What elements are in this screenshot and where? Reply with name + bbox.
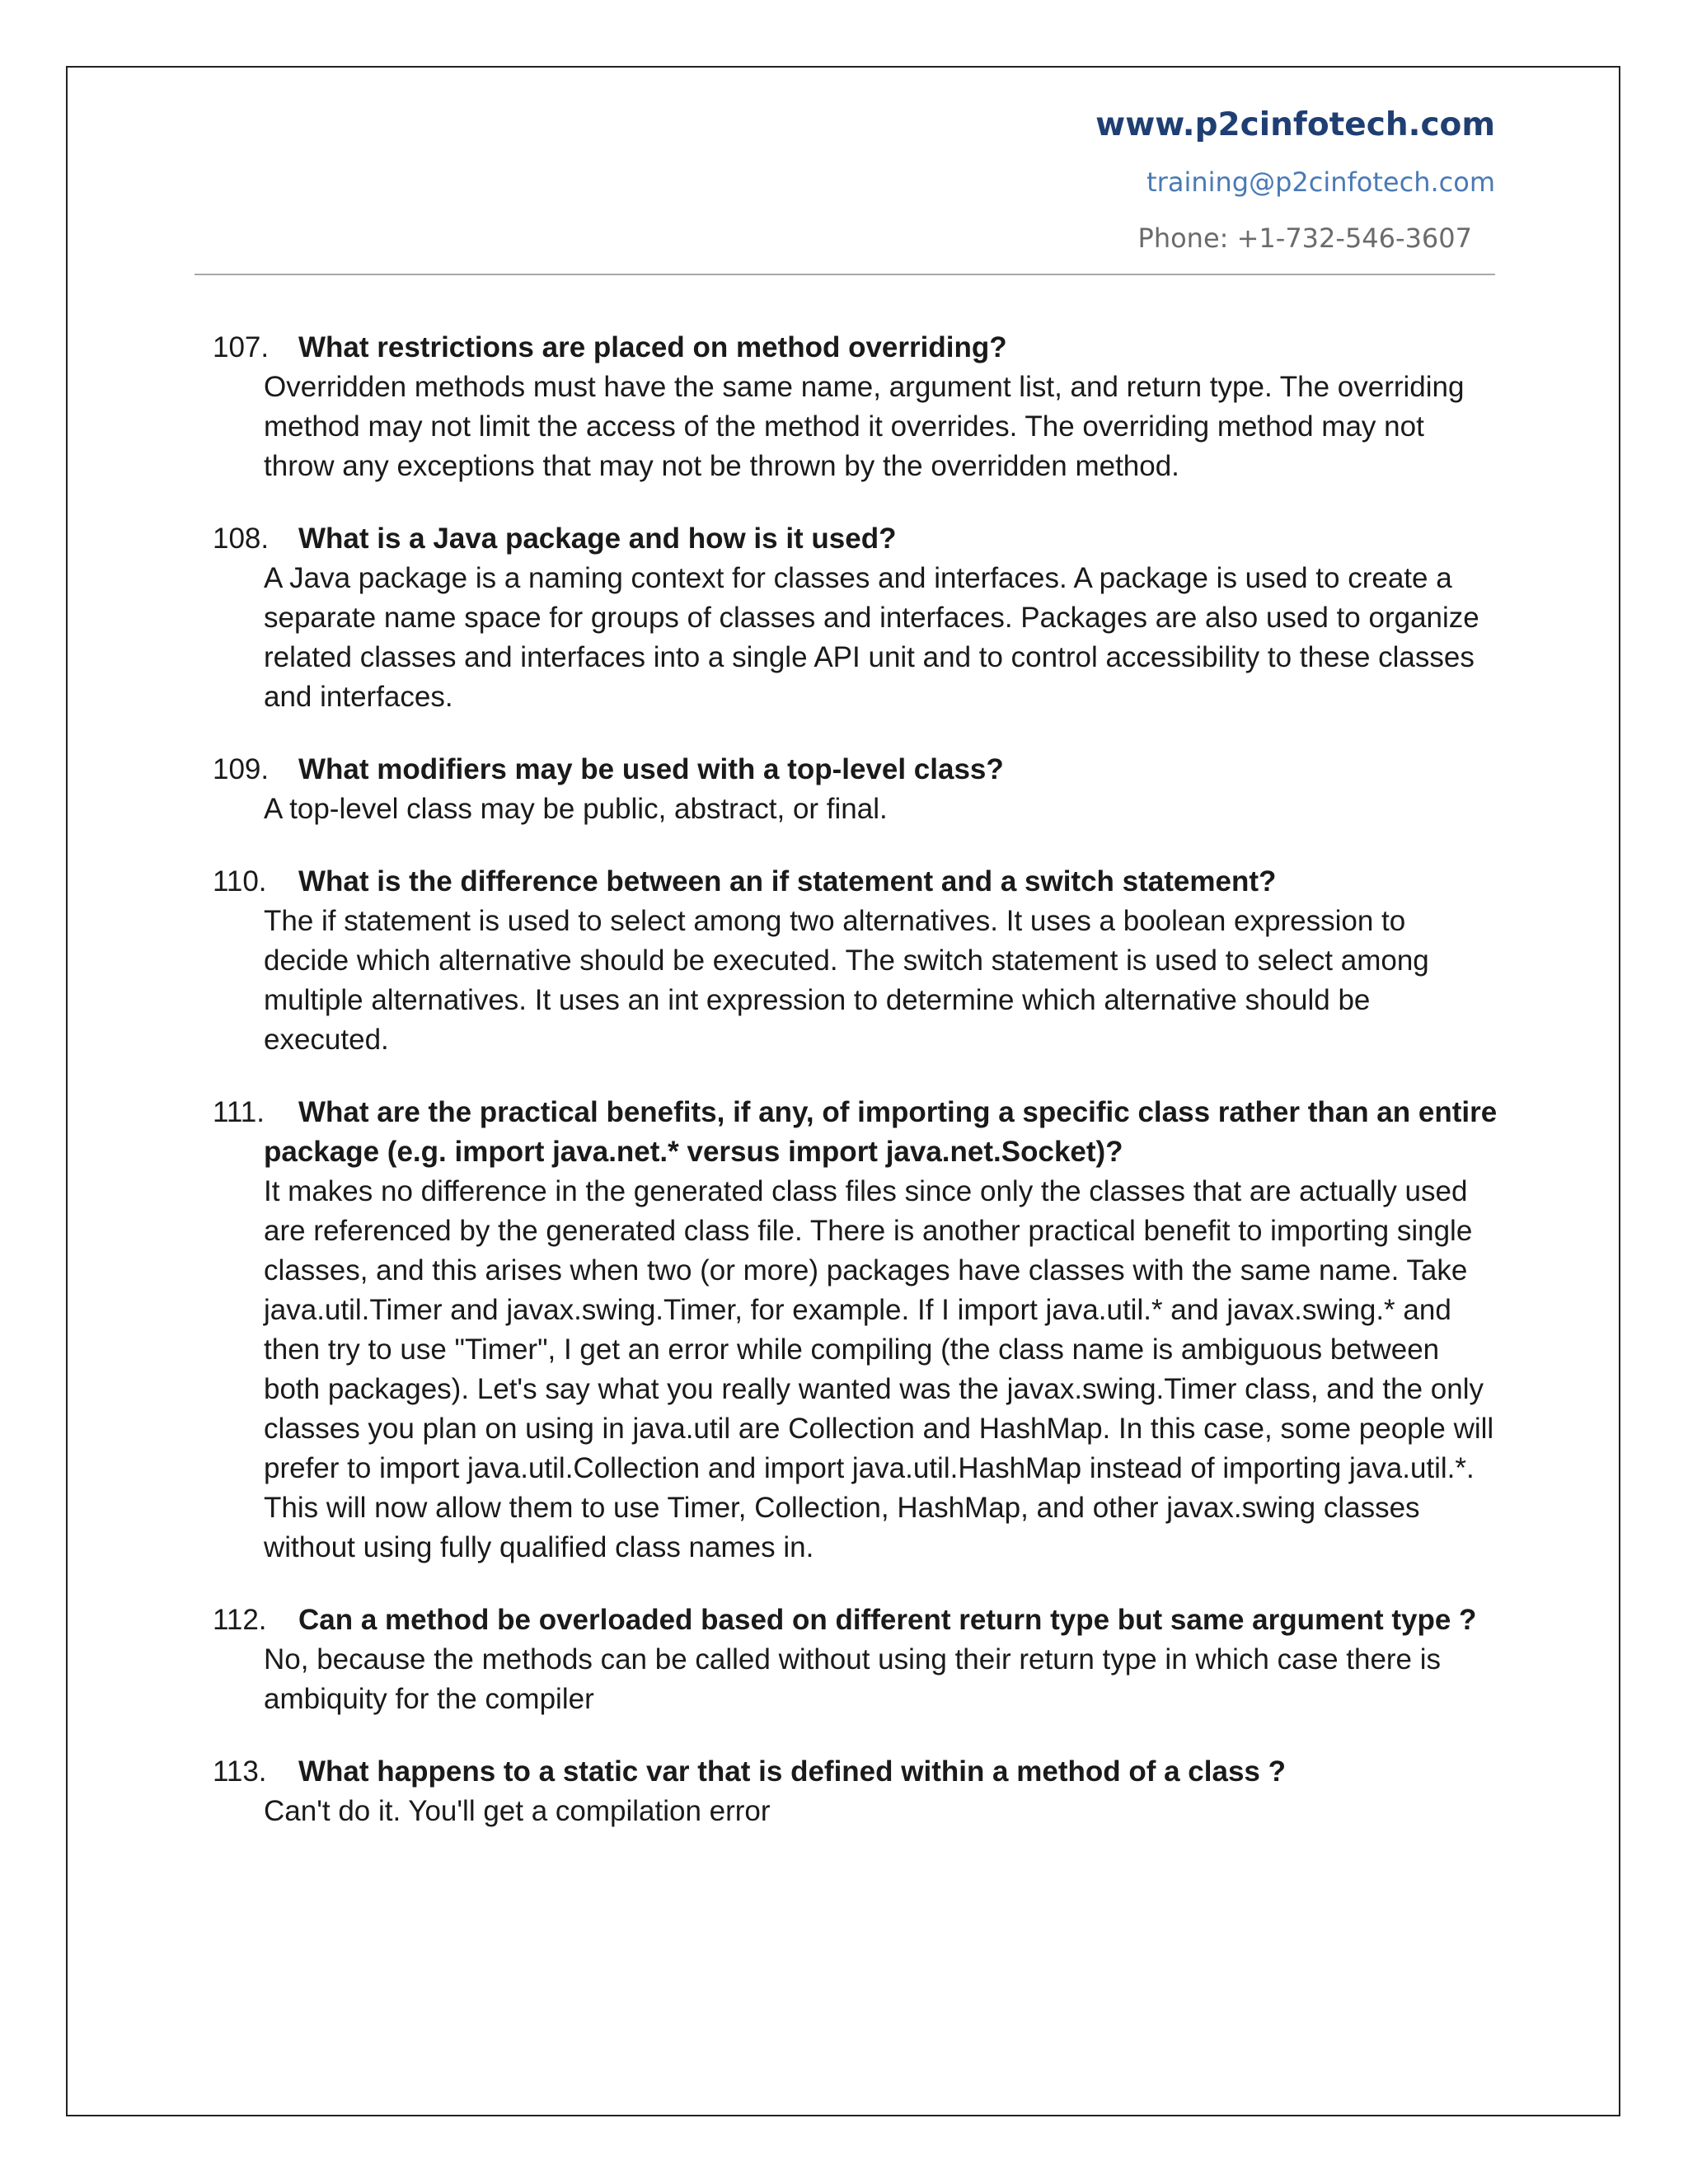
answer-text: Can't do it. You'll get a compilation error — [264, 1795, 771, 1827]
question-number: 108. — [213, 523, 270, 555]
question-number: 112. — [213, 1604, 267, 1636]
question-heading — [213, 328, 1498, 368]
question-text: What happens to a static var that is defined within a method of a class ? — [298, 1755, 1286, 1788]
answer-text: No, because the methods can be called without using their return type in which case there is ambiquity for the compiler — [264, 1643, 1442, 1715]
qa-list — [213, 328, 1498, 1864]
question-text: Can a method be overloaded based on different return type but same argument type ? — [298, 1604, 1477, 1636]
qa-item — [213, 750, 1498, 829]
question-number: 109. — [213, 753, 270, 785]
question-number: 110. — [213, 865, 267, 898]
question-text: What is a Java package and how is it used? — [298, 523, 897, 555]
qa-item — [213, 862, 1498, 1060]
question-heading — [213, 519, 1498, 559]
qa-item — [213, 1093, 1498, 1568]
question-number: 111. — [213, 1096, 265, 1128]
question-heading — [213, 862, 1498, 902]
question-heading — [213, 750, 1498, 790]
qa-item — [213, 1752, 1498, 1831]
question-text: What are the practical benefits, if any, of importing a specific class rather than an entire package (e.g. import java.net.* versus import java.net.Socket)? — [264, 1096, 1498, 1168]
question-text: What restrictions are placed on method overriding? — [298, 331, 1007, 363]
question-heading — [213, 1752, 1498, 1792]
answer-text: Overridden methods must have the same name, argument list, and return type. The overriding method may not limit the access of the method it overrides. The overriding method may not throw any exceptions that may not be thrown by the overridden method. — [264, 371, 1465, 482]
question-heading — [213, 1601, 1498, 1640]
answer-text: A top-level class may be public, abstract, or final. — [264, 793, 888, 825]
question-heading — [213, 1093, 1498, 1172]
phone-number: Phone: +1-732-546-3607 — [1137, 223, 1472, 254]
page-header — [1095, 101, 1495, 259]
question-number: 107. — [213, 331, 270, 363]
answer-text: The if statement is used to select among two alternatives. It uses a boolean expression to decide which alternative should be executed. The switch statement is used to select among multiple alternatives. It uses an int expression to determine which alternative should be executed. — [264, 905, 1429, 1056]
qa-item — [213, 519, 1498, 717]
qa-item — [213, 1601, 1498, 1719]
answer-text: It makes no difference in the generated class files since only the classes that are actually used are referenced by the generated class file. There is another practical benefit to importing single classes, and this arises when two (or more) packages have classes with the same name. Take java.util.Timer and javax.swing.Timer, for example. If I import java.util.* and javax.swing.* and then try to use "Timer", I get an error while compiling (the class name is ambiguous between both packages). Let's say what you really wanted was the javax.swing.Timer class, and the only classes you plan on using in java.util are Collection and HashMap. In this case, some people will prefer to import java.util.Collection and import java.util.HashMap instead of importing java.util.*. This will now allow them to use Timer, Collection, HashMap, and other javax.swing classes without using fully qualified class names in. — [264, 1175, 1494, 1563]
question-text: What is the difference between an if statement and a switch statement? — [298, 865, 1277, 898]
qa-item — [213, 328, 1498, 486]
answer-text: A Java package is a naming context for classes and interfaces. A package is used to create a separate name space for groups of classes and interfaces. Packages are also used to organize related classes and interfaces into a single API unit and to control accessibility to these classes and interfaces. — [264, 562, 1479, 713]
website-link[interactable]: www.p2cinfotech.com — [1095, 106, 1495, 143]
header-divider — [195, 274, 1495, 275]
email-link[interactable]: training@p2cinfotech.com — [1146, 166, 1495, 198]
question-text: What modifiers may be used with a top-level class? — [298, 753, 1004, 785]
question-number: 113. — [213, 1755, 267, 1788]
